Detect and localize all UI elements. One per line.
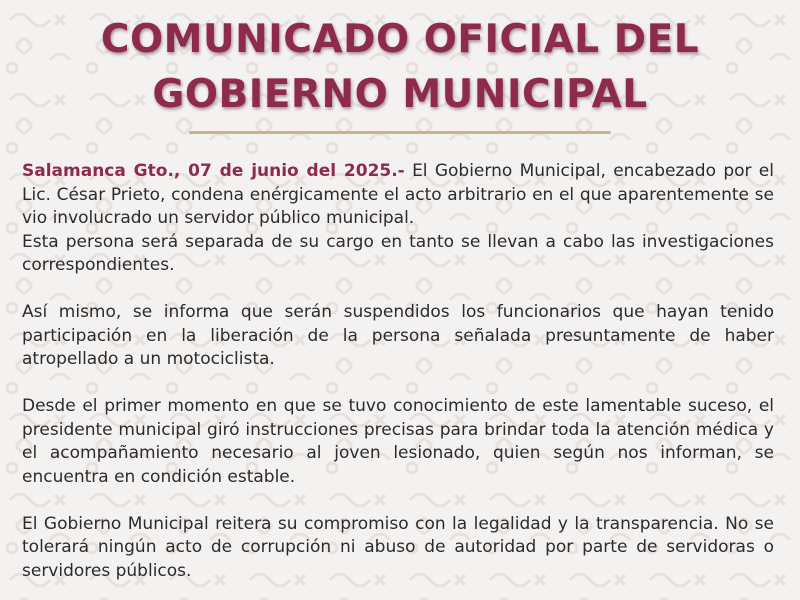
- paragraph-5: El Gobierno Municipal reitera su compromiso con la legalidad y la transparencia. No se tolerará ningún acto de corrupción ni abuso de autoridad por parte de servidoras o servidores públicos.: [22, 513, 774, 581]
- paragraph-4: Desde el primer momento en que se tuvo conocimiento de este lamentable suceso, el presidente municipal giró instrucciones precisas para brindar toda la atención médica y el acompañamiento necesario al joven lesionado, quien según nos informan, se encuentra en condición estable.: [22, 396, 774, 487]
- page-title: [0, 12, 800, 122]
- paragraph-3: Así mismo, se informa que serán suspendidos los funcionarios que hayan tenido participación en la liberación de la persona señalada presuntamente de haber atropellado a un motociclista.: [22, 302, 774, 369]
- title-divider: [189, 131, 611, 134]
- title-line-2: GOBIERNO MUNICIPAL: [152, 72, 648, 117]
- communique-body: [22, 160, 774, 583]
- paragraph-1-text: El Gobierno Municipal, encabezado por el Lic. César Prieto, condena enérgicamente el acto arbitrario en el que aparentemente se vio involucrado un servidor público municipal.: [22, 161, 774, 228]
- title-line-1: COMUNICADO OFICIAL DEL: [100, 17, 700, 62]
- paragraph-2: Esta persona será separada de su cargo en tanto se llevan a cabo las investigaciones correspondientes.: [22, 231, 774, 275]
- dateline: Salamanca Gto., 07 de junio del 2025.-: [22, 161, 405, 181]
- paragraph-1: [22, 160, 774, 231]
